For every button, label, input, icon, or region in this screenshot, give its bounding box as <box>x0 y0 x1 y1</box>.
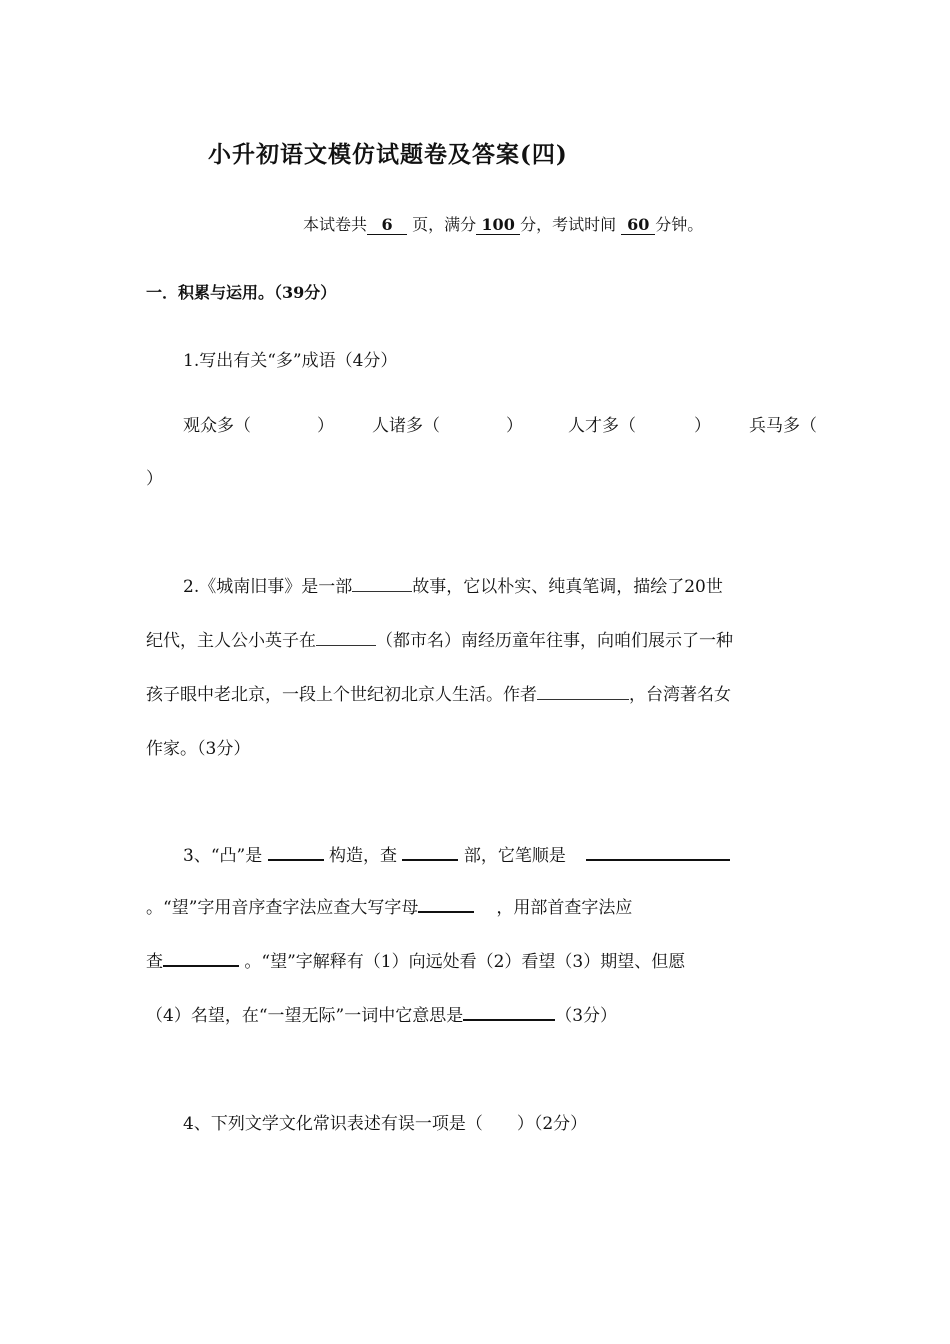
question-1-items <box>183 411 817 436</box>
q1-item-1-open: 观众多（ <box>183 416 251 436</box>
info-suffix: 分钟。 <box>655 215 704 234</box>
question-1-stem: 1.写出有关“多”成语（4分） <box>183 351 398 371</box>
q3-blank-radical[interactable] <box>402 858 458 861</box>
q1-item-4-close: ） <box>146 469 163 489</box>
total-score: 100 <box>476 217 520 235</box>
q3-text-1b: 构造，查 <box>329 846 398 866</box>
q2-line-2 <box>146 626 733 651</box>
q3-text-1a: 3、“凸”是 <box>183 846 263 866</box>
q1-item-1-close: ） <box>317 416 334 436</box>
q1-item-2-open: 人诸多（ <box>372 416 440 436</box>
q3-line-4 <box>146 1001 617 1026</box>
q3-blank-structure[interactable] <box>268 858 324 861</box>
section-heading: 一．积累与运用。（39分） <box>146 283 337 302</box>
exam-time: 60 <box>621 217 655 235</box>
info-mid1: 页，满分 <box>412 215 477 234</box>
q3-text-4a: （4）名望，在“一望无际”一词中它意思是 <box>146 1006 464 1026</box>
q2-line-1 <box>183 572 723 597</box>
q3-text-2a: 。“望”字用音序查字法应查大写字母 <box>146 898 419 918</box>
q2-blank-genre[interactable] <box>352 590 412 592</box>
info-mid2: 分，考试时间 <box>520 215 617 234</box>
q3-blank-radical-lookup[interactable] <box>163 964 239 967</box>
q1-item-3-close: ） <box>694 416 711 436</box>
q2-text-3a: 孩子眼中老北京，一段上个世纪初北京人生活。作者 <box>146 685 537 705</box>
q3-line-3 <box>146 947 685 972</box>
q2-blank-city[interactable] <box>316 644 376 646</box>
page-count: 6 <box>367 217 407 235</box>
q3-blank-stroke-order[interactable] <box>586 858 730 861</box>
q2-text-3b: ，台湾著名女 <box>629 685 731 705</box>
q2-line-4: 作家。（3分） <box>146 739 251 759</box>
exam-info <box>303 212 703 235</box>
q1-item-2-close: ） <box>506 416 523 436</box>
q1-item-3-open: 人才多（ <box>568 416 636 436</box>
exam-title: 小升初语文模仿试题卷及答案(四) <box>208 141 568 168</box>
q3-line-2 <box>146 893 632 918</box>
q3-text-3b: 。“望”字解释有（1）向远处看（2）看望（3）期望、但愿 <box>244 952 686 972</box>
q3-blank-letter[interactable] <box>418 910 474 913</box>
q3-text-4b: （3分） <box>555 1006 618 1026</box>
q2-text-1b: 故事，它以朴实、纯真笔调，描绘了20世 <box>412 577 723 597</box>
question-4-stem: 4、下列文学文化常识表述有误一项是（ ）（2分） <box>183 1114 588 1134</box>
q3-blank-meaning[interactable] <box>463 1018 555 1021</box>
q2-text-2a: 纪代，主人公小英子在 <box>146 631 316 651</box>
q3-line-1 <box>183 841 730 866</box>
q3-text-1c: 部，它笔顺是 <box>463 846 566 866</box>
q3-text-2b: ，用部首查字法应 <box>496 898 633 918</box>
q2-blank-author[interactable] <box>537 698 629 700</box>
q2-text-1a: 2.《城南旧事》是一部 <box>183 577 353 597</box>
info-prefix: 本试卷共 <box>303 215 368 234</box>
q2-text-2b: （都市名）南经历童年往事，向咱们展示了一种 <box>376 631 733 651</box>
q1-item-4-open: 兵马多（ <box>749 416 817 436</box>
q2-line-3 <box>146 680 731 705</box>
q3-text-3a: 查 <box>146 952 163 972</box>
